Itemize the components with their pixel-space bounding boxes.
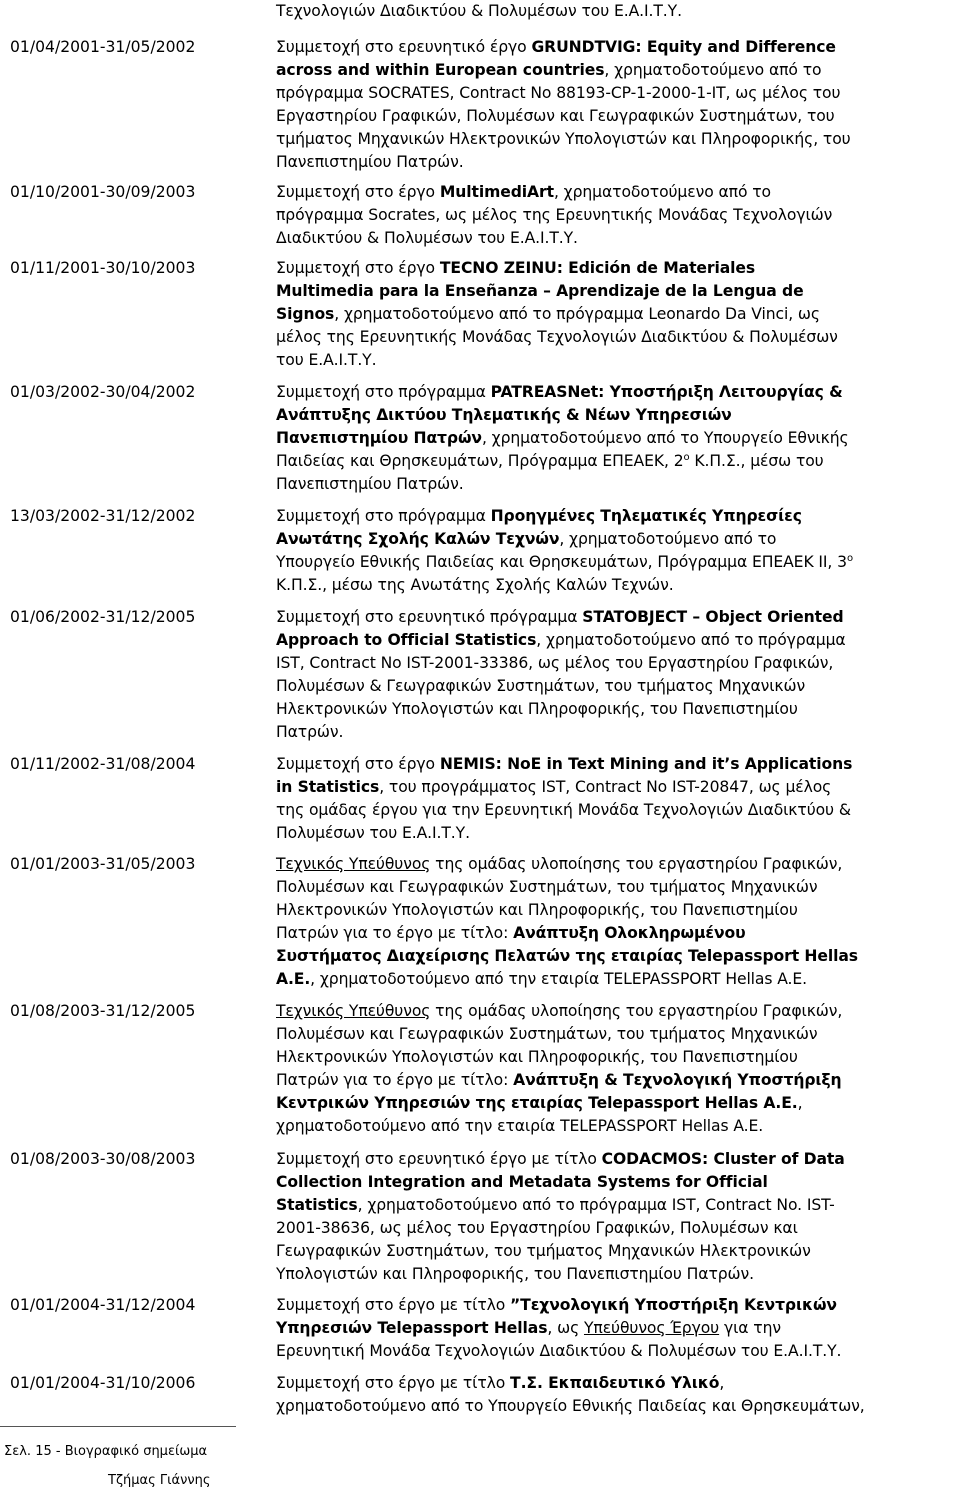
description-text: Υπολογιστών και Πληροφορικής, του Πανεπιστημίου Πατρών. <box>276 1265 754 1283</box>
description-line <box>276 698 960 721</box>
description-line <box>276 1092 960 1115</box>
description-line <box>276 1194 960 1217</box>
description-text: , χρηματοδοτούμενο από το πρόγραμμα IST, Contract No. IST- <box>357 1196 835 1214</box>
description-text: Υπουργείο Εθνικής Παιδείας και Θρησκευμάτων, Πρόγραμμα ΕΠΕΑΕΚ ΙΙ, 3 <box>276 553 847 571</box>
description-line <box>276 1171 960 1194</box>
entry-date-range: 01/04/2001-31/05/2002 <box>10 38 196 56</box>
description-line <box>276 1000 960 1023</box>
footer-author: Τζήμας Γιάννης <box>108 1473 211 1488</box>
description-line <box>276 968 960 991</box>
role-text: Τεχνικός Υπεύθυνος <box>276 855 431 873</box>
description-line <box>276 0 960 23</box>
description-text: Εργαστηρίου Γραφικών, Πολυμέσων και Γεωγραφικών Συστημάτων, του <box>276 107 835 125</box>
entry-date-range: 01/08/2003-30/08/2003 <box>10 1150 196 1168</box>
description-text: της ομάδας υλοποίησης του εργαστηρίου Γραφικών, <box>430 1002 843 1020</box>
description-text: πρόγραμμα SOCRATES, Contract No 88193-CP-1-2000-1-IT, ως μέλος του <box>276 84 841 102</box>
description-line <box>276 1148 960 1171</box>
description-text: Κ.Π.Σ., μέσω του <box>689 452 824 470</box>
description-line <box>276 1340 960 1363</box>
entry-description <box>276 0 960 23</box>
project-title-text: NEMIS: NoE in Text Mining and it’s Applications <box>439 755 853 773</box>
description-line <box>276 799 960 822</box>
description-line <box>276 1317 960 1340</box>
entry-description <box>276 1000 960 1138</box>
description-text: Γεωγραφικών Συστημάτων, του τμήματος Μηχανικών Ηλεκτρονικών <box>276 1242 811 1260</box>
description-text: ο <box>683 452 690 463</box>
description-line <box>276 606 960 629</box>
description-line <box>276 776 960 799</box>
role-text: Υπεύθυνος Έργου <box>583 1319 720 1337</box>
description-text: , χρηματοδοτούμενο από το πρόγραμμα Leonardo Da Vinci, ως <box>334 305 820 323</box>
description-text: χρηματοδοτούμενο από την εταιρία TELEPASSPORT Hellas A.E. <box>276 1117 764 1135</box>
entry-description <box>276 381 960 496</box>
description-line <box>276 1263 960 1286</box>
project-title-text: Ανάπτυξη Ολοκληρωμένου <box>513 924 746 942</box>
description-text: 2001-38636, ως μέλος του Εργαστηρίου Γραφικών, Πολυμέσων και <box>276 1219 798 1237</box>
entry-description <box>276 1294 960 1363</box>
description-line <box>276 675 960 698</box>
project-title-text: CODACMOS: Cluster of Data <box>601 1150 845 1168</box>
entry-description <box>276 753 960 845</box>
description-text: Συμμετοχή στο έργο <box>276 183 440 201</box>
description-text: χρηματοδοτούμενο από το Υπουργείο Εθνικής Παιδείας και Θρησκευμάτων, <box>276 1397 865 1415</box>
description-text: Συμμετοχή στο έργο με τίτλο <box>276 1296 511 1314</box>
project-title-text: Τ.Σ. Εκπαιδευτικό Υλικό <box>510 1374 720 1392</box>
description-text: Πανεπιστημίου Πατρών. <box>276 475 464 493</box>
entry-date-range: 01/10/2001-30/09/2003 <box>10 183 196 201</box>
project-title-text: Ανωτάτης Σχολής Καλών Τεχνών <box>276 530 560 548</box>
description-line <box>276 381 960 404</box>
project-title-text: GRUNDTVIG: Equity and Difference <box>531 38 836 56</box>
description-text: , του προγράμματος IST, Contract No IST-20847, ως μέλος <box>379 778 832 796</box>
description-text: Ηλεκτρονικών Υπολογιστών και Πληροφορικής, του Πανεπιστημίου <box>276 1048 798 1066</box>
description-text: , χρηματοδοτούμενο από το πρόγραμμα <box>536 631 846 649</box>
description-line <box>276 505 960 528</box>
description-line <box>276 876 960 899</box>
description-line <box>276 473 960 496</box>
project-title-text: STATOBJECT – Object Oriented <box>582 608 844 626</box>
footer-page-label: Σελ. 15 - Βιογραφικό σημείωμα <box>4 1444 208 1459</box>
description-text: Ηλεκτρονικών Υπολογιστών και Πληροφορικής, του Πανεπιστημίου <box>276 901 798 919</box>
description-line <box>276 528 960 551</box>
description-text: της ομάδας υλοποίησης του εργαστηρίου Γραφικών, <box>430 855 843 873</box>
description-line <box>276 404 960 427</box>
description-text: , χρηματοδοτούμενο από το <box>553 183 771 201</box>
project-title-text: in Statistics <box>276 778 380 796</box>
project-title-text: Υπηρεσιών Telepassport Hellas <box>276 1319 548 1337</box>
description-text: Πατρών για το έργο με τίτλο: <box>276 924 514 942</box>
description-text: Ηλεκτρονικών Υπολογιστών και Πληροφορικής, του Πανεπιστημίου <box>276 700 798 718</box>
description-text: μέλος της Ερευνητικής Μονάδας Τεχνολογιών Διαδικτύου & Πολυμέσων <box>276 328 838 346</box>
description-line <box>276 257 960 280</box>
description-text: πρόγραμμα Socrates, ως μέλος της Ερευνητικής Μονάδας Τεχνολογιών <box>276 206 833 224</box>
description-line <box>276 1115 960 1138</box>
description-text: Συμμετοχή στο ερευνητικό πρόγραμμα <box>276 608 583 626</box>
project-title-text: Ανάπτυξη & Τεχνολογική Υποστήριξη <box>513 1071 842 1089</box>
project-title-text: PATREASNet: Υποστήριξη Λειτουργίας & <box>490 383 843 401</box>
description-text: , χρηματοδοτούμενο από το <box>604 61 822 79</box>
description-text: Συμμετοχή στο έργο <box>276 755 440 773</box>
description-line <box>276 82 960 105</box>
footer-divider <box>0 1426 236 1427</box>
description-text: Συμμετοχή στο πρόγραμμα <box>276 507 491 525</box>
description-text: Παιδείας και Θρησκευμάτων, Πρόγραμμα ΕΠΕΑΕΚ, 2 <box>276 452 684 470</box>
project-title-text: ”Τεχνολογική Υποστήριξη Κεντρικών <box>510 1296 837 1314</box>
entry-description <box>276 181 960 250</box>
entry-date-range: 01/11/2001-30/10/2003 <box>10 259 196 277</box>
description-text: Συμμετοχή στο ερευνητικό έργο με τίτλο <box>276 1150 602 1168</box>
description-line <box>276 853 960 876</box>
project-title-text: Collection Integration and Metadata Systems for Official <box>276 1173 768 1191</box>
description-text: ο <box>846 553 853 564</box>
description-line <box>276 349 960 372</box>
project-title-text: Ανάπτυξης Δικτύου Τηλεματικής & Νέων Υπηρεσιών <box>276 406 732 424</box>
description-text: Συμμετοχή στο πρόγραμμα <box>276 383 491 401</box>
description-line <box>276 922 960 945</box>
description-line <box>276 1023 960 1046</box>
entry-description <box>276 505 960 597</box>
description-text: Πολυμέσων και Γεωγραφικών Συστημάτων, του τμήματος Μηχανικών <box>276 1025 818 1043</box>
project-title-text: Κεντρικών Υπηρεσιών της εταιρίας Telepassport Hellas Α.Ε. <box>276 1094 798 1112</box>
description-line <box>276 151 960 174</box>
description-line <box>276 629 960 652</box>
project-title-text: Signos <box>276 305 335 323</box>
entry-date-range: 01/11/2002-31/08/2004 <box>10 755 196 773</box>
description-line <box>276 227 960 250</box>
description-line <box>276 1294 960 1317</box>
project-title-text: across and within European countries <box>276 61 605 79</box>
description-line <box>276 59 960 82</box>
description-text: Πανεπιστημίου Πατρών. <box>276 153 464 171</box>
description-line <box>276 652 960 675</box>
description-text: Συμμετοχή στο έργο με τίτλο <box>276 1374 511 1392</box>
description-line <box>276 1240 960 1263</box>
description-text: , χρηματοδοτούμενο από την εταιρία TELEPASSPORT Hellas A.E. <box>310 970 808 988</box>
project-title-text: TECNO ZEINU: Edición de Materiales <box>439 259 756 277</box>
project-title-text: MultimediArt <box>439 183 554 201</box>
description-line <box>276 1372 960 1395</box>
project-title-text: Approach to Official Statistics <box>276 631 537 649</box>
project-title-text: Multimedia para la Enseñanza – Aprendizaje de la Lengua de <box>276 282 804 300</box>
entry-date-range: 01/01/2004-31/12/2004 <box>10 1296 196 1314</box>
description-text: , <box>797 1094 803 1112</box>
description-text: Ερευνητική Μονάδα Τεχνολογιών Διαδικτύου & Πολυμέσων του Ε.Α.Ι.Τ.Υ. <box>276 1342 842 1360</box>
description-text: Πολυμέσων & Γεωγραφικών Συστημάτων, του τμήματος Μηχανικών <box>276 677 806 695</box>
description-text: , <box>719 1374 725 1392</box>
entry-date-range: 01/01/2003-31/05/2003 <box>10 855 196 873</box>
description-line <box>276 326 960 349</box>
description-line <box>276 721 960 744</box>
description-line <box>276 551 960 574</box>
description-line <box>276 204 960 227</box>
description-text: Συμμετοχή στο ερευνητικό έργο <box>276 38 532 56</box>
description-line <box>276 450 960 473</box>
project-title-text: Προηγμένες Τηλεματικές Υπηρεσίες <box>490 507 802 525</box>
description-text: Πατρών. <box>276 723 344 741</box>
entry-date-range: 13/03/2002-31/12/2002 <box>10 507 196 525</box>
description-line <box>276 945 960 968</box>
description-text: , χρηματοδοτούμενο από το Υπουργείο Εθνικής <box>481 429 849 447</box>
entry-description <box>276 1372 960 1418</box>
entry-description <box>276 606 960 744</box>
entry-description <box>276 36 960 174</box>
description-text: τμήματος Μηχανικών Ηλεκτρονικών Υπολογιστών και Πληροφορικής, του <box>276 130 851 148</box>
description-line <box>276 427 960 450</box>
entry-date-range: 01/08/2003-31/12/2005 <box>10 1002 196 1020</box>
description-line <box>276 1046 960 1069</box>
description-line <box>276 128 960 151</box>
project-title-text: Πανεπιστημίου Πατρών <box>276 429 482 447</box>
description-line <box>276 181 960 204</box>
description-line <box>276 303 960 326</box>
description-text: Τεχνολογιών Διαδικτύου & Πολυμέσων του Ε.Α.Ι.Τ.Υ. <box>276 2 682 20</box>
description-line <box>276 574 960 597</box>
description-line <box>276 105 960 128</box>
description-text: για την <box>719 1319 781 1337</box>
entry-date-range: 01/06/2002-31/12/2005 <box>10 608 196 626</box>
description-text: Πολυμέσων του Ε.Α.Ι.Τ.Υ. <box>276 824 470 842</box>
entry-description <box>276 1148 960 1286</box>
entry-description <box>276 853 960 991</box>
description-text: του Ε.Α.Ι.Τ.Υ. <box>276 351 377 369</box>
description-text: Διαδικτύου & Πολυμέσων του Ε.Α.Ι.Τ.Υ. <box>276 229 578 247</box>
role-text: Τεχνικός Υπεύθυνος <box>276 1002 431 1020</box>
entry-date-range: 01/03/2002-30/04/2002 <box>10 383 196 401</box>
description-text: Πατρών για το έργο με τίτλο: <box>276 1071 514 1089</box>
description-text: Συμμετοχή στο έργο <box>276 259 440 277</box>
entry-date-range: 01/01/2004-31/10/2006 <box>10 1374 196 1392</box>
description-line <box>276 1217 960 1240</box>
project-title-text: Statistics <box>276 1196 358 1214</box>
description-line <box>276 753 960 776</box>
project-title-text: Α.Ε. <box>276 970 311 988</box>
description-line <box>276 899 960 922</box>
description-line <box>276 1069 960 1092</box>
description-text: IST, Contract No IST-2001-33386, ως μέλος του Εργαστηρίου Γραφικών, <box>276 654 834 672</box>
description-text: της ομάδας έργου για την Ερευνητική Μονάδα Τεχνολογιών Διαδικτύου & <box>276 801 851 819</box>
description-text: , ως <box>547 1319 584 1337</box>
description-text: , χρηματοδοτούμενο από το <box>559 530 777 548</box>
description-line <box>276 822 960 845</box>
description-line <box>276 1395 960 1418</box>
description-line <box>276 280 960 303</box>
entry-description <box>276 257 960 372</box>
description-line <box>276 36 960 59</box>
description-text: Κ.Π.Σ., μέσω της Ανωτάτης Σχολής Καλών Τεχνών. <box>276 576 674 594</box>
description-text: Πολυμέσων και Γεωγραφικών Συστημάτων, του τμήματος Μηχανικών <box>276 878 818 896</box>
project-title-text: Συστήματος Διαχείρισης Πελατών της εταιρίας Telepassport Hellas <box>276 947 858 965</box>
